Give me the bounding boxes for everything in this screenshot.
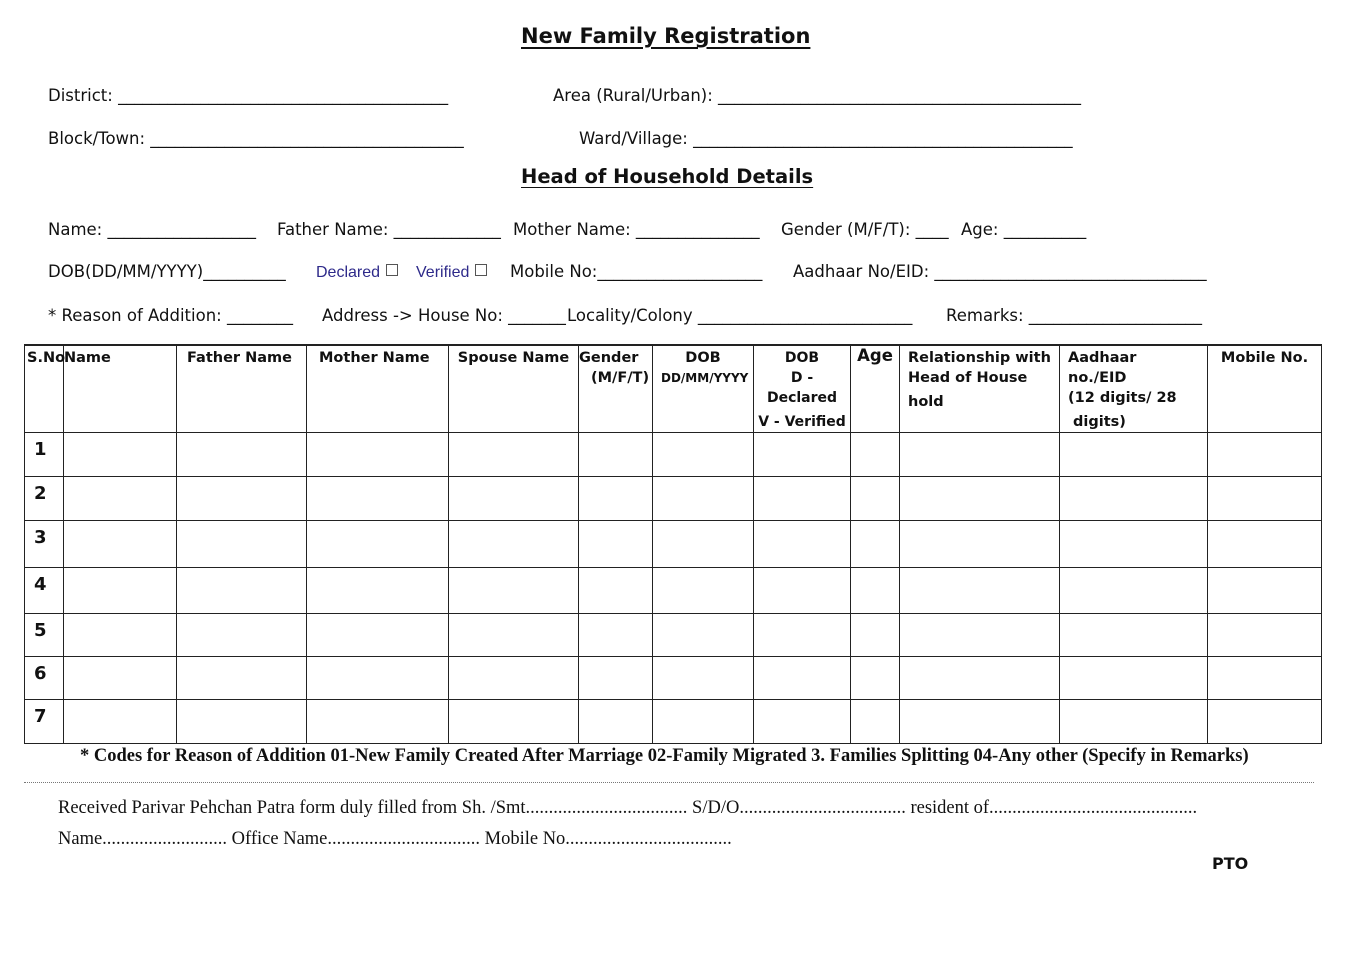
cell-father-name[interactable] (177, 657, 307, 700)
receipt-text[interactable]: Received Parivar Pehchan Patra form duly filled from Sh. /Smt................................... S/D/O.................................... resident of............................................. (58, 798, 1198, 818)
cell-dob[interactable] (653, 433, 754, 477)
header-name: Name (64, 345, 177, 433)
cell-age[interactable] (851, 477, 900, 521)
cell-dob-status[interactable] (754, 700, 851, 744)
cell-mother-name[interactable] (307, 521, 449, 568)
cell-gender[interactable] (579, 700, 653, 744)
cell-aadhaar[interactable] (1060, 433, 1208, 477)
cell-aadhaar[interactable] (1060, 521, 1208, 568)
cell-dob[interactable] (653, 521, 754, 568)
cell-spouse-name[interactable] (449, 700, 579, 744)
header-sno: S.No (25, 345, 64, 433)
row-serial-number: 3 (25, 521, 64, 568)
cell-mother-name[interactable] (307, 568, 449, 614)
section-title-head-of-household: Head of Household Details (521, 165, 814, 188)
cell-dob-status[interactable] (754, 521, 851, 568)
table-row (25, 477, 1322, 521)
head-name-field[interactable]: Name: __________________ (48, 220, 256, 239)
header-relationship-line3: hold (908, 394, 944, 410)
reason-of-addition-field[interactable]: * Reason of Addition: ________ (48, 306, 293, 325)
head-age-field[interactable]: Age: __________ (961, 220, 1087, 239)
cell-father-name[interactable] (177, 477, 307, 521)
cell-mother-name[interactable] (307, 433, 449, 477)
header-relationship-line2: Head of House (908, 370, 1028, 386)
table-body (25, 433, 1322, 744)
header-mother-name: Mother Name (307, 345, 449, 433)
cell-spouse-name[interactable] (449, 433, 579, 477)
cell-name[interactable] (64, 433, 177, 477)
verified-label: Verified (416, 264, 470, 281)
header-age: Age (851, 345, 900, 433)
cell-gender[interactable] (579, 657, 653, 700)
cell-mobile[interactable] (1208, 477, 1322, 521)
header-father-name: Father Name (177, 345, 307, 433)
cell-gender[interactable] (579, 568, 653, 614)
cell-father-name[interactable] (177, 521, 307, 568)
table-header-row (25, 345, 1322, 433)
row-serial-number: 2 (25, 477, 64, 521)
ward-village-field[interactable]: Ward/Village: ______________________________________________ (579, 129, 1073, 148)
cell-aadhaar[interactable] (1060, 614, 1208, 657)
cell-age[interactable] (851, 614, 900, 657)
header-dob-status (754, 345, 851, 433)
table-row (25, 568, 1322, 614)
header-aadhaar (1060, 345, 1208, 433)
cell-name[interactable] (64, 568, 177, 614)
family-members-table (24, 344, 1322, 744)
header-dob-format: DD/MM/YYYY (661, 371, 749, 385)
cell-mother-name[interactable] (307, 614, 449, 657)
receiver-details[interactable]: Name........................... Office Name................................. Mobile No.................................... (58, 829, 732, 849)
cell-name[interactable] (64, 477, 177, 521)
cell-aadhaar[interactable] (1060, 700, 1208, 744)
cell-mobile[interactable] (1208, 568, 1322, 614)
cell-name[interactable] (64, 657, 177, 700)
table-row (25, 433, 1322, 477)
cell-relationship[interactable] (900, 477, 1060, 521)
cell-father-name[interactable] (177, 614, 307, 657)
header-relationship (900, 345, 1060, 433)
declared-option[interactable] (316, 264, 398, 282)
cell-relationship[interactable] (900, 700, 1060, 744)
header-aadhaar-line1: Aadhaar no./EID (1068, 350, 1137, 386)
head-father-name-field[interactable]: Father Name: _____________ (277, 220, 501, 239)
table-row (25, 657, 1322, 700)
cell-name[interactable] (64, 614, 177, 657)
header-dob-status-line1: DOB (784, 350, 820, 366)
head-mobile-field[interactable]: Mobile No:____________________ (510, 262, 763, 281)
table-row (25, 614, 1322, 657)
area-field[interactable]: Area (Rural/Urban): ____________________________________________ (553, 86, 1082, 105)
cell-relationship[interactable] (900, 657, 1060, 700)
header-dob-status-verified: V - Verified (758, 414, 846, 430)
cell-age[interactable] (851, 568, 900, 614)
head-mother-name-field[interactable]: Mother Name: _______________ (513, 220, 760, 239)
row-serial-number: 1 (25, 433, 64, 477)
house-no-field[interactable]: Address -> House No: _______ (322, 306, 566, 325)
locality-colony-field[interactable]: Locality/Colony __________________________ (567, 306, 913, 325)
cell-relationship[interactable] (900, 521, 1060, 568)
verified-option[interactable] (416, 264, 487, 282)
cell-dob-status[interactable] (754, 657, 851, 700)
cell-name[interactable] (64, 521, 177, 568)
cell-dob[interactable] (653, 614, 754, 657)
header-gender (579, 345, 653, 433)
district-field[interactable]: District: ________________________________________ (48, 86, 449, 105)
cell-name[interactable] (64, 700, 177, 744)
cell-mother-name[interactable] (307, 477, 449, 521)
cell-aadhaar[interactable] (1060, 657, 1208, 700)
cell-gender[interactable] (579, 433, 653, 477)
cell-dob-status[interactable] (754, 614, 851, 657)
table-row (25, 700, 1322, 744)
cell-dob[interactable] (653, 568, 754, 614)
header-aadhaar-line3: digits) (1073, 414, 1126, 430)
verified-checkbox[interactable] (475, 264, 487, 276)
header-spouse-name: Spouse Name (449, 345, 579, 433)
header-dob (653, 345, 754, 433)
remarks-field[interactable]: Remarks: _____________________ (946, 306, 1203, 325)
row-serial-number: 5 (25, 614, 64, 657)
header-mobile: Mobile No. (1208, 345, 1322, 433)
cell-dob-status[interactable] (754, 568, 851, 614)
cell-spouse-name[interactable] (449, 657, 579, 700)
cell-aadhaar[interactable] (1060, 477, 1208, 521)
header-dob-line1: DOB (685, 350, 721, 366)
cell-aadhaar[interactable] (1060, 568, 1208, 614)
reason-codes-note: * Codes for Reason of Addition 01-New Family Created After Marriage 02-Family Migrated 3. Families Splitting 04-Any other (Specify in Remarks) (80, 746, 1249, 766)
cell-age[interactable] (851, 700, 900, 744)
form-title: New Family Registration (521, 24, 811, 48)
cell-age[interactable] (851, 657, 900, 700)
cell-age[interactable] (851, 433, 900, 477)
cell-mobile[interactable] (1208, 614, 1322, 657)
cell-spouse-name[interactable] (449, 477, 579, 521)
cell-dob-status[interactable] (754, 433, 851, 477)
cell-dob[interactable] (653, 700, 754, 744)
cell-mobile[interactable] (1208, 657, 1322, 700)
head-aadhaar-field[interactable]: Aadhaar No/EID: _________________________________ (793, 262, 1207, 281)
cell-mobile[interactable] (1208, 700, 1322, 744)
cell-dob-status[interactable] (754, 477, 851, 521)
cell-father-name[interactable] (177, 433, 307, 477)
cell-dob[interactable] (653, 657, 754, 700)
cell-relationship[interactable] (900, 614, 1060, 657)
cell-age[interactable] (851, 521, 900, 568)
cell-gender[interactable] (579, 614, 653, 657)
cell-relationship[interactable] (900, 433, 1060, 477)
block-town-field[interactable]: Block/Town: ______________________________________ (48, 129, 464, 148)
cell-gender[interactable] (579, 477, 653, 521)
cell-father-name[interactable] (177, 568, 307, 614)
cut-line-divider (24, 782, 1314, 783)
head-dob-field[interactable]: DOB(DD/MM/YYYY)__________ (48, 262, 286, 281)
head-gender-field[interactable]: Gender (M/F/T): ____ (781, 220, 949, 239)
row-serial-number: 7 (25, 700, 64, 744)
cell-relationship[interactable] (900, 568, 1060, 614)
cell-spouse-name[interactable] (449, 614, 579, 657)
declared-label: Declared (316, 264, 381, 281)
cell-mobile[interactable] (1208, 433, 1322, 477)
cell-spouse-name[interactable] (449, 521, 579, 568)
cell-dob[interactable] (653, 477, 754, 521)
cell-mother-name[interactable] (307, 700, 449, 744)
header-gender-line1: Gender (579, 350, 639, 366)
header-gender-line2: (M/F/T) (591, 370, 650, 386)
cell-mother-name[interactable] (307, 657, 449, 700)
header-aadhaar-line2: (12 digits/ 28 (1068, 390, 1177, 406)
cell-father-name[interactable] (177, 700, 307, 744)
header-dob-status-declared: D - Declared (766, 370, 838, 406)
row-serial-number: 6 (25, 657, 64, 700)
pto-label: PTO (1212, 854, 1249, 873)
cell-spouse-name[interactable] (449, 568, 579, 614)
table-row (25, 521, 1322, 568)
declared-checkbox[interactable] (386, 264, 398, 276)
cell-gender[interactable] (579, 521, 653, 568)
row-serial-number: 4 (25, 568, 64, 614)
cell-mobile[interactable] (1208, 521, 1322, 568)
header-relationship-line1: Relationship with (908, 350, 1051, 366)
